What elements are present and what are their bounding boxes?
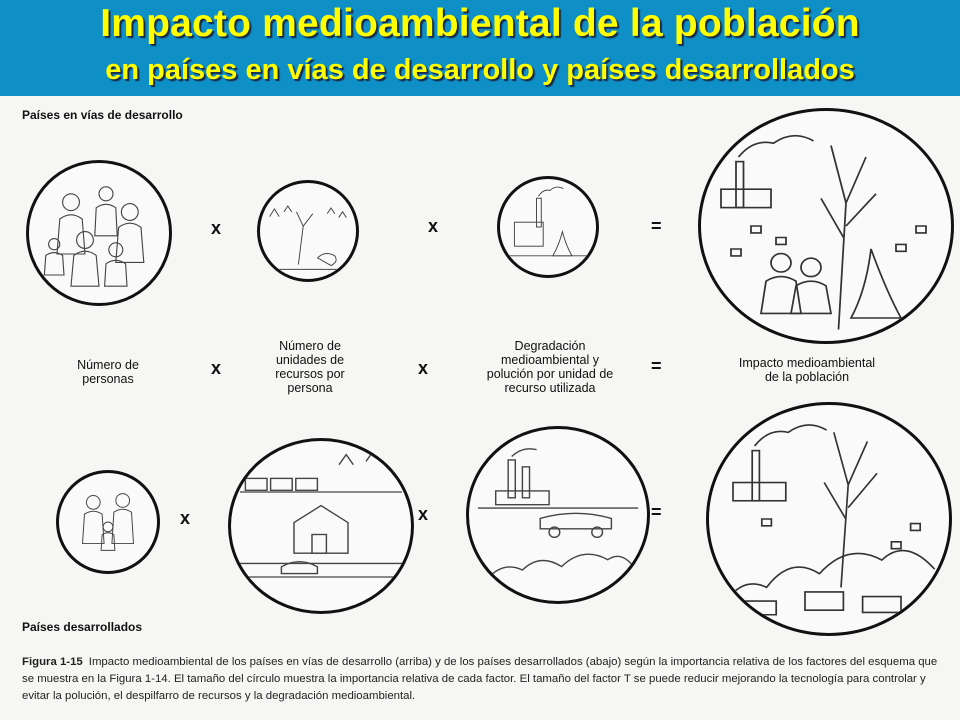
caption-text: Impacto medioambiental de los países en vías de desarrollo (arriba) y de los países desarrollados (abajo) según la importancia relativa de los factores del esquema que se muestra en la Figura 1-14. El tamaño del círculo muestra la importancia relativa de cada factor. El tamaño del factor T se puede reducir mejorando la tecnología para controlar y evitar la polución, el despilfarro de recursos y la degradación medioambiental.: [22, 656, 938, 702]
label-resources-per-person: Número de unidades de recursos por persona: [275, 339, 345, 395]
label-environmental-impact: Impacto medioambiental de la población: [738, 356, 876, 384]
people-illustration-developed: [56, 470, 160, 574]
equals-operator: =: [651, 502, 662, 522]
slide-title: Impacto medioambiental de la población: [100, 2, 860, 45]
multiply-operator: x: [211, 358, 222, 378]
multiply-operator: x: [180, 508, 191, 528]
multiply-operator: x: [418, 358, 429, 378]
section-label-developing: Países en vías de desarrollo: [22, 108, 183, 122]
multiply-operator: x: [418, 504, 429, 524]
pollution-illustration-developing: [497, 176, 599, 278]
figure-number: Figura 1-15: [22, 656, 83, 668]
multiply-operator: x: [211, 218, 222, 238]
title-banner: [0, 0, 960, 96]
resources-illustration-developing: [257, 180, 359, 282]
impact-illustration-developing: [698, 108, 954, 344]
figure-caption: [22, 654, 942, 705]
label-number-of-people: Número de personas: [77, 358, 139, 386]
multiply-operator: x: [428, 216, 439, 236]
pollution-illustration-developed: [466, 426, 650, 604]
equals-operator: =: [651, 356, 662, 376]
impact-illustration-developed: [706, 402, 952, 636]
label-degradation-per-resource: Degradación medioambiental y polución por unidad de recurso utilizada: [486, 339, 614, 395]
resources-illustration-developed: [228, 438, 414, 614]
people-illustration-developing: [26, 160, 172, 306]
equals-operator: =: [651, 216, 662, 236]
section-label-developed: Países desarrollados: [22, 620, 143, 634]
slide-subtitle: en países en vías de desarrollo y países desarrollados: [105, 54, 855, 86]
